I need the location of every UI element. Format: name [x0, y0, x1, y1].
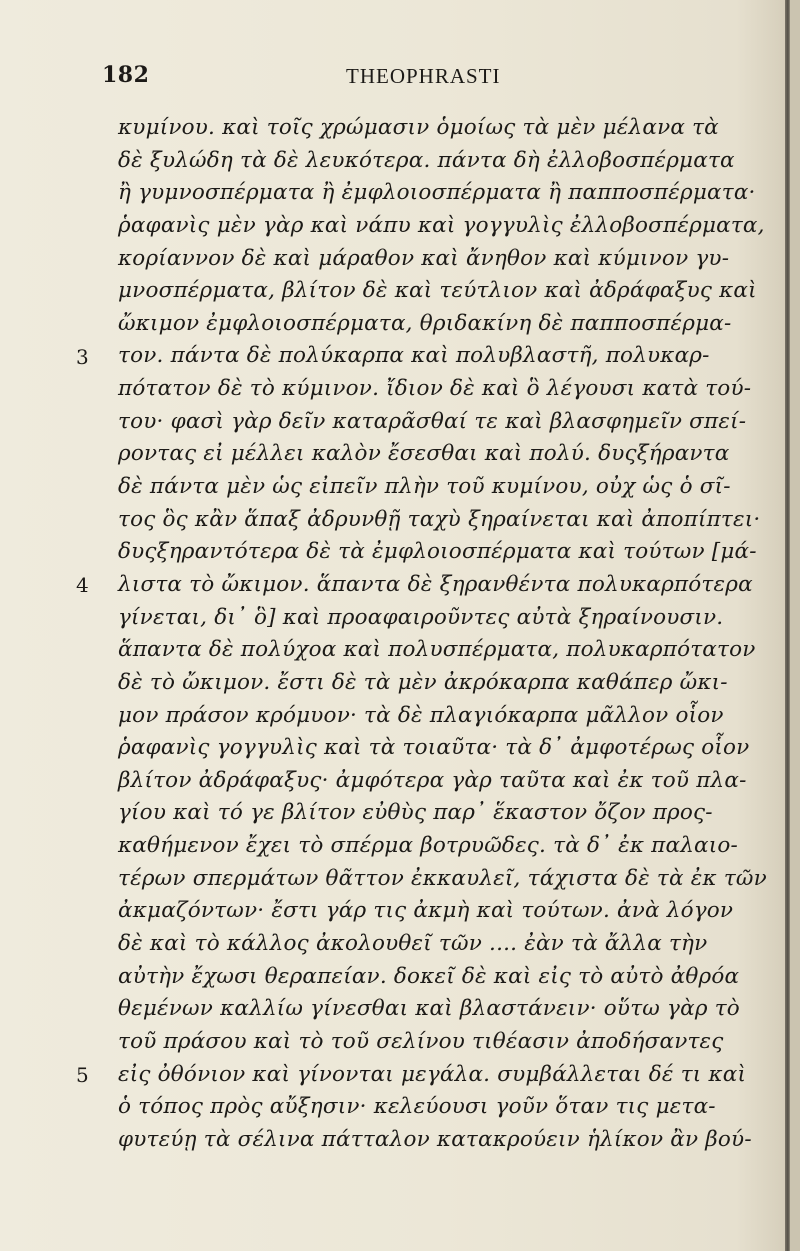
- text-line: μνοσπέρματα, βλίτον δὲ καὶ τεύτλιον καὶ ἀδράφαξυς καὶ: [118, 278, 757, 304]
- text-line: καθήμενον ἔχει τὸ σπέρμα βοτρυῶδες. τὰ δ᾽ ἐκ παλαιο-: [118, 833, 739, 859]
- text-line: δυςξηραντότερα δὲ τὰ ἐμφλοιοσπέρματα καὶ τούτων [μά-: [118, 539, 757, 565]
- text-line: μον πράσον κρόμυον· τὰ δὲ πλαγιόκαρπα μᾶλλον οἷον: [118, 702, 724, 728]
- text-line: του· φασὶ γὰρ δεῖν καταρᾶσθαί τε καὶ βλασφημεῖν σπεί-: [118, 408, 747, 434]
- text-line: ῥαφανὶς μὲν γὰρ καὶ νάπυ καὶ γογγυλὶς ἐλλοβοσπέρματα,: [118, 212, 765, 238]
- text-line: τον. πάντα δὲ πολύκαρπα καὶ πολυβλαστῆ, πολυκαρ-: [118, 343, 710, 369]
- page-number: 182: [102, 62, 150, 88]
- page-edge-shadow: [790, 0, 800, 1251]
- text-line: ἢ γυμνοσπέρματα ἢ ἐμφλοιοσπέρματα ἢ παπποσπέρματα·: [118, 180, 756, 206]
- text-line: ροντας εἰ μέλλει καλὸν ἔσεσθαι καὶ πολύ. δυςξήραντα: [118, 441, 730, 467]
- text-line: θεμένων καλλίω γίνεσθαι καὶ βλαστάνειν· οὕτω γὰρ τὸ: [118, 996, 740, 1022]
- text-line: τοῦ πράσου καὶ τὸ τοῦ σελίνου τιθέασιν ἀποδήσαντες: [118, 1028, 724, 1054]
- text-line: δὲ πάντα μὲν ὡς εἰπεῖν πλὴν τοῦ κυμίνου, οὐχ ὡς ὁ σῖ-: [118, 474, 731, 500]
- text-line: ἅπαντα δὲ πολύχοα καὶ πολυσπέρματα, πολυκαρπότατον: [118, 637, 756, 663]
- text-line: ἀκμαζόντων· ἔστι γάρ τις ἀκμὴ καὶ τούτων. ἀνὰ λόγον: [118, 898, 734, 924]
- text-line: γίνεται, δι᾽ ὃ] καὶ προαφαιροῦντες αὐτὰ ξηραίνουσιν.: [118, 604, 724, 630]
- text-line: ὁ τόπος πρὸς αὔξησιν· κελεύουσι γοῦν ὅταν τις μετα-: [118, 1094, 716, 1120]
- text-line: λιστα τὸ ὤκιμον. ἅπαντα δὲ ξηρανθέντα πολυκαρπότερα: [118, 571, 753, 597]
- text-line: δὲ καὶ τὸ κάλλος ἀκολουθεῖ τῶν .... ἐὰν τὰ ἄλλα τὴν: [118, 931, 708, 957]
- page-header: [102, 62, 742, 102]
- text-line: ὤκιμον ἐμφλοιοσπέρματα, θριδακίνη δὲ παπποσπέρμα-: [118, 310, 732, 336]
- section-number: 5: [76, 1062, 89, 1087]
- text-line: βλίτον ἀδράφαξυς· ἀμφότερα γὰρ ταῦτα καὶ ἐκ τοῦ πλα-: [118, 767, 747, 793]
- text-line: δὲ ξυλώδη τὰ δὲ λευκότερα. πάντα δὴ ἐλλοβοσπέρματα: [118, 147, 735, 173]
- section-number: 4: [76, 573, 89, 598]
- text-line: φυτεύῃ τὰ σέλινα πάτταλον κατακρούειν ἡλίκον ἂν βού-: [118, 1126, 752, 1152]
- text-line: κυμίνου. καὶ τοῖς χρώμασιν ὁμοίως τὰ μὲν μέλανα τὰ: [118, 115, 719, 140]
- section-number: 3: [76, 344, 89, 369]
- text-line: τος ὃς κἂν ἅπαξ ἀδρυνθῇ ταχὺ ξηραίνεται καὶ ἀποπίπτει·: [118, 506, 761, 532]
- text-line: κορίαννον δὲ καὶ μάραθον καὶ ἄνηθον καὶ κύμινον γυ-: [118, 245, 730, 271]
- text-line: δὲ τὸ ὤκιμον. ἔστι δὲ τὰ μὲν ἀκρόκαρπα καθάπερ ὤκι-: [118, 669, 728, 695]
- running-title: THEOPHRASTI: [346, 64, 501, 88]
- text-line: ῥαφανὶς γογγυλὶς καὶ τὰ τοιαῦτα· τὰ δ᾽ ἀμφοτέρως οἷον: [118, 735, 750, 761]
- text-line: εἰς ὀθόνιον καὶ γίνονται μεγάλα. συμβάλλεται δέ τι καὶ: [118, 1061, 747, 1087]
- text-line: τέρων σπερμάτων θᾶττον ἐκκαυλεῖ, τάχιστα δὲ τὰ ἐκ τῶν: [118, 865, 767, 891]
- text-line: αὐτὴν ἔχωσι θεραπείαν. δοκεῖ δὲ καὶ εἰς τὸ αὐτὸ ἀθρόα: [118, 963, 740, 989]
- body-text: [118, 112, 778, 1157]
- text-line: πότατον δὲ τὸ κύμινον. ἴδιον δὲ καὶ ὃ λέγουσι κατὰ τού-: [118, 376, 752, 402]
- binding-edge: [785, 0, 790, 1251]
- text-line: γίου καὶ τό γε βλίτον εὐθὺς παρ᾽ ἕκαστον ὄζον προς-: [118, 800, 713, 826]
